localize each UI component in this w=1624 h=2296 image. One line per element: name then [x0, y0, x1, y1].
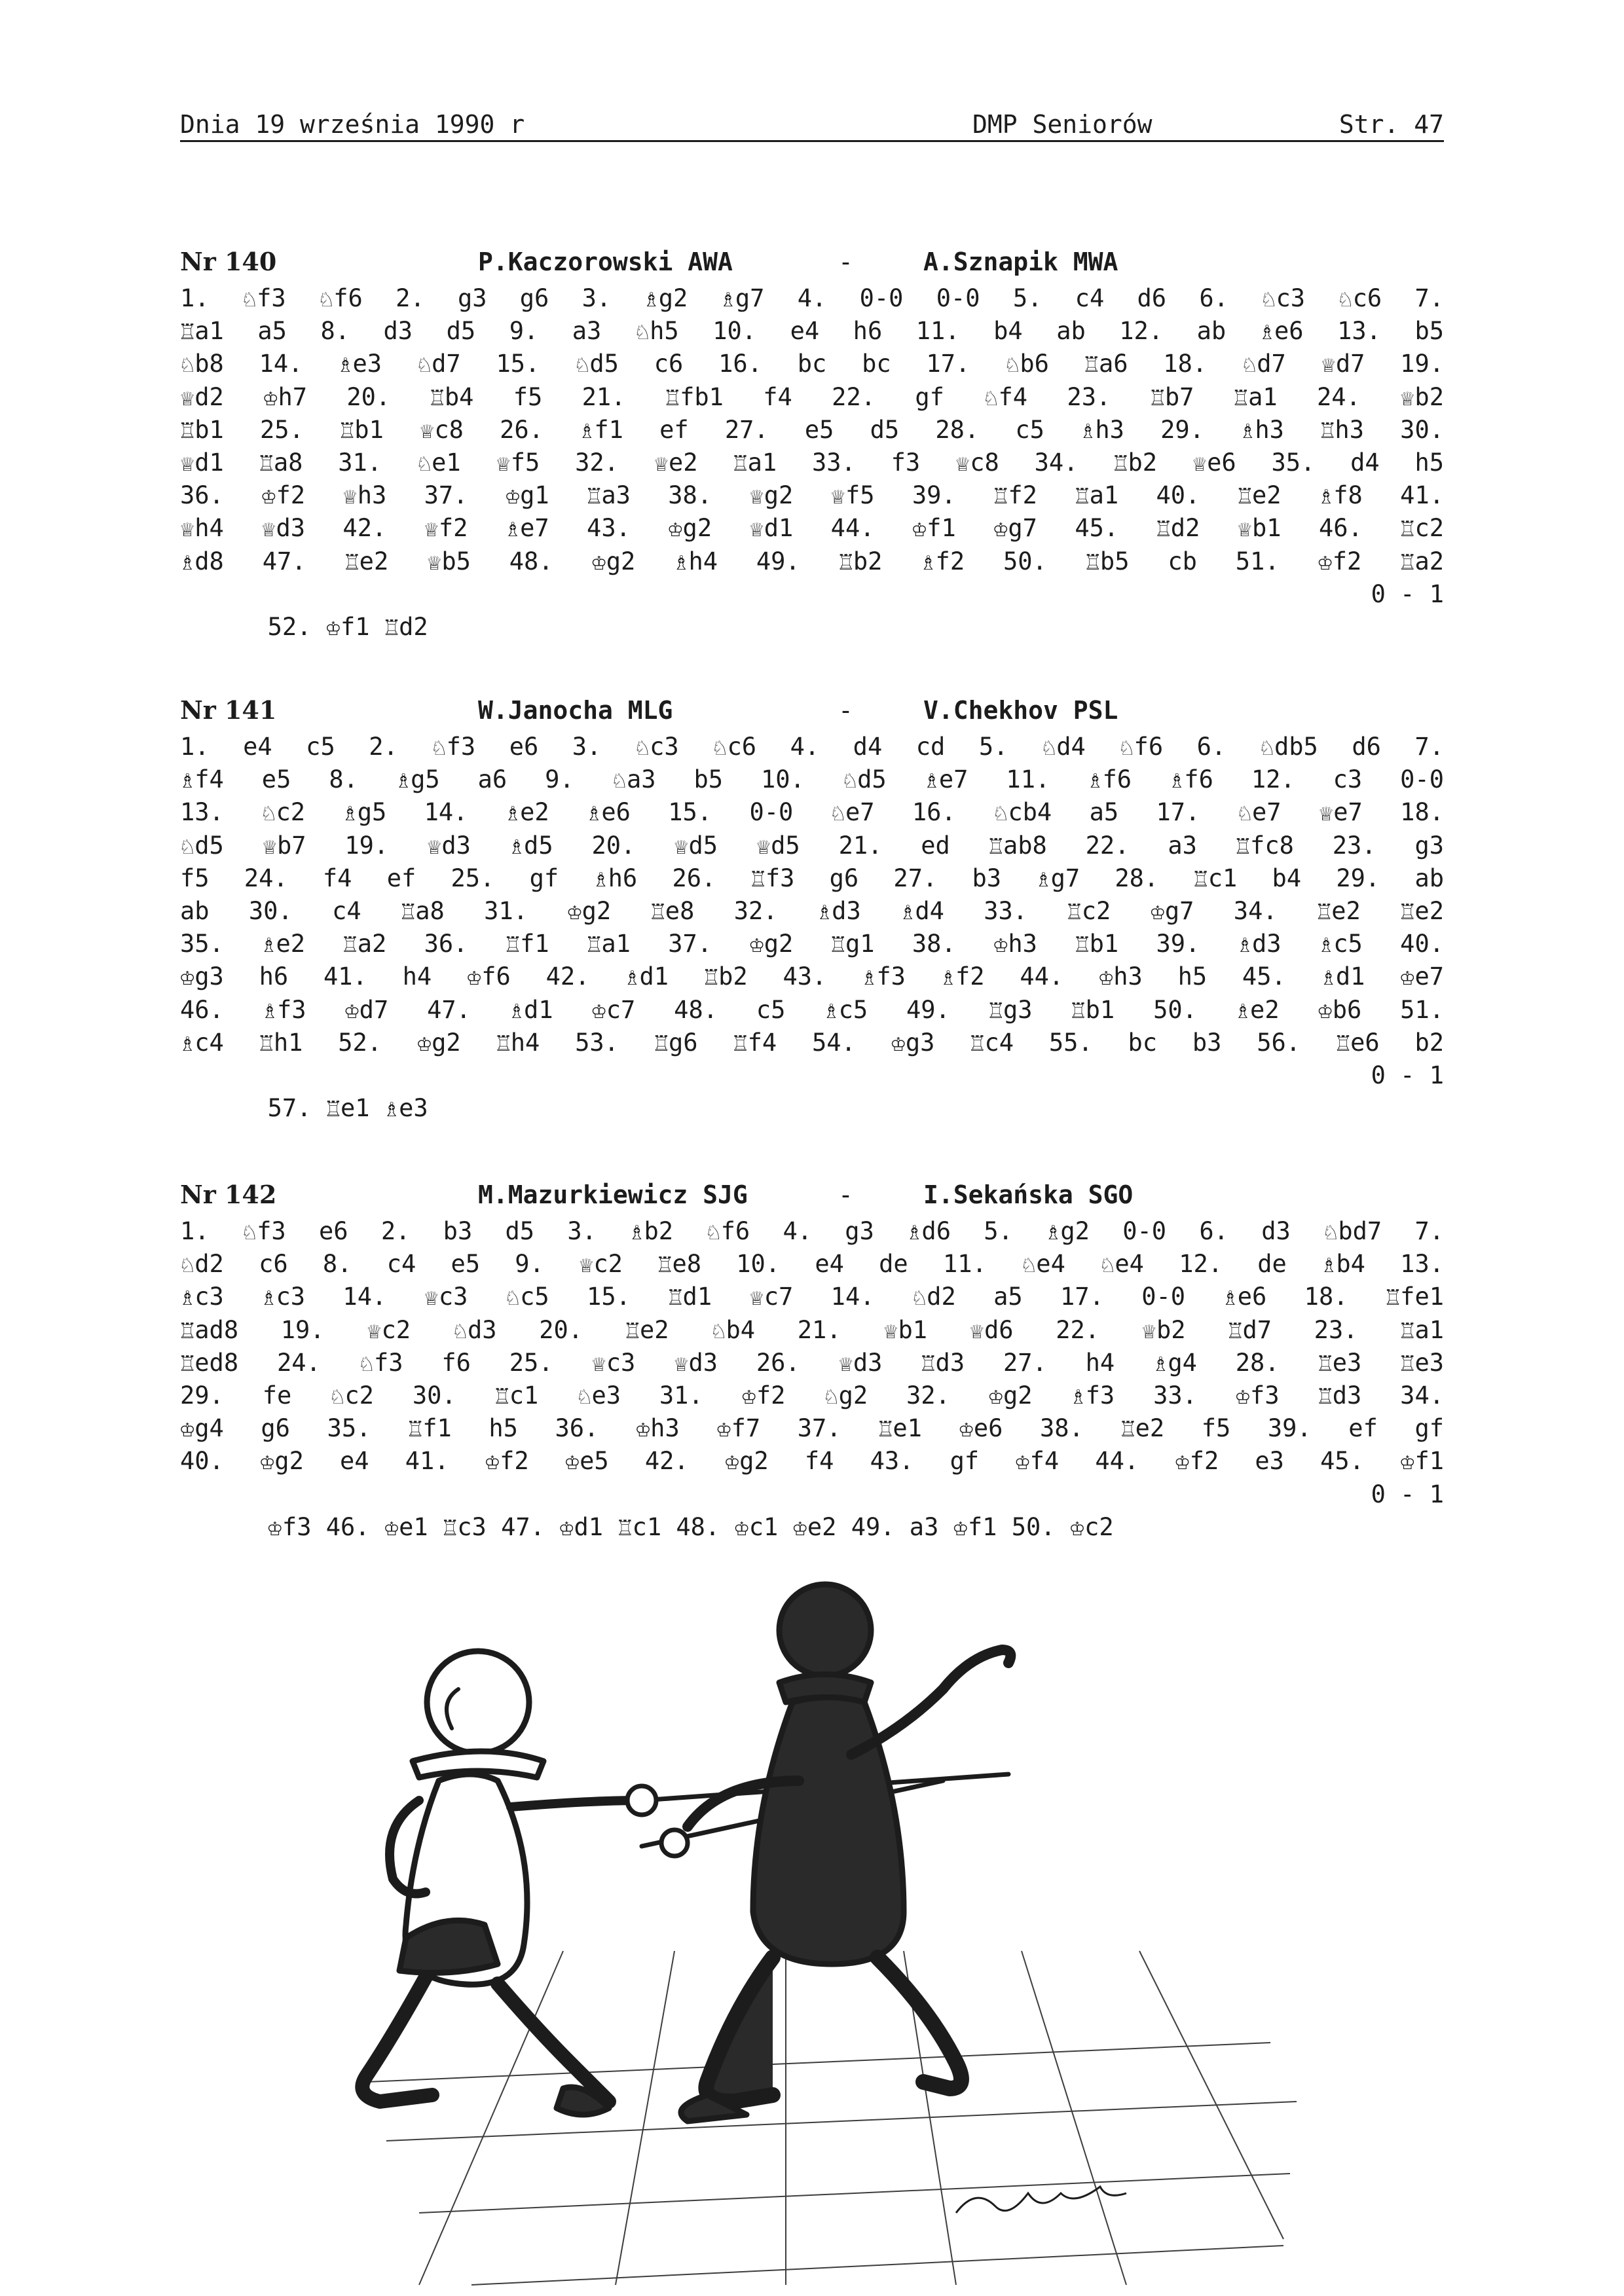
players-separator: - [838, 696, 853, 725]
game-number: Nr 140 [180, 247, 277, 276]
white-pawn-fencer [362, 1651, 642, 2115]
move-list [180, 282, 1444, 641]
move-line: ♗d8 47. ♖e2 ♕b5 48. ♔g2 ♗h4 49. ♖b2 ♗f2 50. ♖b5 cb 51. ♔f2 ♖a2 [180, 547, 1444, 575]
move-line: 40. ♔g2 e4 41. ♔f2 ♔e5 42. ♔g2 f4 43. gf ♔f4 44. ♔f2 e3 45. ♔f1 [180, 1447, 1444, 1476]
move-line: ♔g4 g6 35. ♖f1 h5 36. ♔h3 ♔f7 37. ♖e1 ♔e6 38. ♖e2 f5 39. ef gf [180, 1414, 1444, 1443]
move-line: ♗f4 e5 8. ♗g5 a6 9. ♘a3 b5 10. ♘d5 ♗e7 11. ♗f6 ♗f6 12. c3 0-0 [180, 765, 1444, 794]
game-result: 0 - 1 [1371, 1061, 1444, 1089]
move-line: ab 30. c4 ♖a8 31. ♔g2 ♖e8 32. ♗d3 ♗d4 33. ♖c2 ♔g7 34. ♖e2 ♖e2 [180, 896, 1444, 925]
page-header [180, 110, 1444, 142]
move-line: ♘d2 c6 8. c4 e5 9. ♕c2 ♖e8 10. e4 de 11. ♘e4 ♘e4 12. de ♗b4 13. [180, 1250, 1444, 1279]
move-line: ♘d5 ♕b7 19. ♕d3 ♗d5 20. ♕d5 ♕d5 21. ed ♖ab8 22. a3 ♖fc8 23. g3 [180, 831, 1444, 860]
move-line: 52. ♔f1 ♖d2 [267, 612, 428, 641]
move-line: ♕h4 ♕d3 42. ♕f2 ♗e7 43. ♔g2 ♕d1 44. ♔f1 ♔g7 45. ♖d2 ♕b1 46. ♖c2 [180, 514, 1444, 543]
white-player: P.Kaczorowski AWA [478, 247, 733, 276]
move-line: ♗c4 ♖h1 52. ♔g2 ♖h4 53. ♖g6 ♖f4 54. ♔g3 ♖c4 55. bc b3 56. ♖e6 b2 [180, 1028, 1444, 1057]
move-line: 13. ♘c2 ♗g5 14. ♗e2 ♗e6 15. 0-0 ♘e7 16. ♘cb4 a5 17. ♘e7 ♕e7 18. [180, 798, 1444, 827]
black-player: I.Sekańska SGO [923, 1180, 1134, 1209]
move-line: ♖b1 25. ♖b1 ♕c8 26. ♗f1 ef 27. e5 d5 28. c5 ♗h3 29. ♗h3 ♖h3 30. [180, 415, 1444, 444]
game-142 [180, 1178, 1444, 1541]
game-heading [180, 694, 1444, 731]
move-list [180, 731, 1444, 1123]
players-separator: - [838, 247, 853, 276]
black-player: A.Sznapik MWA [923, 247, 1118, 276]
move-line: ♔g3 h6 41. h4 ♔f6 42. ♗d1 ♖b2 43. ♗f3 ♗f2 44. ♔h3 h5 45. ♗d1 ♔e7 [180, 962, 1444, 991]
move-line: 29. fe ♘c2 30. ♖c1 ♘e3 31. ♔f2 ♘g2 32. ♔g2 ♗f3 33. ♔f3 ♖d3 34. [180, 1381, 1444, 1410]
move-line: 35. ♗e2 ♖a2 36. ♖f1 ♖a1 37. ♔g2 ♖g1 38. ♔h3 ♖b1 39. ♗d3 ♗c5 40. [180, 930, 1444, 958]
move-line-final [180, 1059, 1444, 1123]
move-line: ♗c3 ♗c3 14. ♕c3 ♘c5 15. ♖d1 ♕c7 14. ♘d2 a5 17. 0-0 ♗e6 18. ♖fe1 [180, 1283, 1444, 1311]
game-heading [180, 1178, 1444, 1215]
header-page-number: Str. 47 [1338, 110, 1444, 139]
artist-signature [956, 2187, 1126, 2213]
move-line: ♖a1 a5 8. d3 d5 9. a3 ♘h5 10. e4 h6 11. b4 ab 12. ab ♗e6 13. b5 [180, 317, 1444, 346]
move-line: ♘b8 14. ♗e3 ♘d7 15. ♘d5 c6 16. bc bc 17. ♘b6 ♖a6 18. ♘d7 ♕d7 19. [180, 350, 1444, 378]
white-player: W.Janocha MLG [478, 696, 673, 725]
black-pawn-fencer [681, 1584, 1010, 2121]
move-line: 1. ♘f3 ♘f6 2. g3 g6 3. ♗g2 ♗g7 4. 0-0 0-0 5. c4 d6 6. ♘c3 ♘c6 7. [180, 284, 1444, 312]
fencing-pawns-illustration [367, 1584, 1310, 2291]
move-line-final [180, 578, 1444, 641]
game-heading [180, 246, 1444, 282]
move-line-final [180, 1478, 1444, 1541]
game-result: 0 - 1 [1371, 1480, 1444, 1508]
move-list [180, 1215, 1444, 1541]
white-player: M.Mazurkiewicz SJG [478, 1180, 748, 1209]
move-line: 46. ♗f3 ♔d7 47. ♗d1 ♔c7 48. c5 ♗c5 49. ♖g3 ♖b1 50. ♗e2 ♔b6 51. [180, 995, 1444, 1024]
players-separator: - [838, 1180, 853, 1209]
move-line: ♔f3 46. ♔e1 ♖c3 47. ♔d1 ♖c1 48. ♔c1 ♔e2 49. a3 ♔f1 50. ♔c2 [267, 1512, 1114, 1541]
game-number: Nr 141 [180, 695, 277, 725]
move-line: f5 24. f4 ef 25. gf ♗h6 26. ♖f3 g6 27. b3 ♗g7 28. ♖c1 b4 29. ab [180, 864, 1444, 892]
move-line: 1. ♘f3 e6 2. b3 d5 3. ♗b2 ♘f6 4. g3 ♗d6 5. ♗g2 0-0 6. d3 ♘bd7 7. [180, 1217, 1444, 1245]
header-date: Dnia 19 września 1990 r [180, 110, 525, 139]
game-141 [180, 694, 1444, 1123]
move-line: ♖ad8 19. ♕c2 ♘d3 20. ♖e2 ♘b4 21. ♕b1 ♕d6 22. ♕b2 ♖d7 23. ♖a1 [180, 1315, 1444, 1344]
header-event: DMP Seniorów [972, 110, 1153, 139]
move-line: 36. ♔f2 ♕h3 37. ♔g1 ♖a3 38. ♕g2 ♕f5 39. ♖f2 ♖a1 40. ♖e2 ♗f8 41. [180, 481, 1444, 510]
move-line: 1. e4 c5 2. ♘f3 e6 3. ♘c3 ♘c6 4. d4 cd 5. ♘d4 ♘f6 6. ♘db5 d6 7. [180, 733, 1444, 761]
black-player: V.Chekhov PSL [923, 696, 1118, 725]
game-number: Nr 142 [180, 1180, 277, 1209]
game-result: 0 - 1 [1371, 579, 1444, 608]
move-line: ♕d1 ♖a8 31. ♘e1 ♕f5 32. ♕e2 ♖a1 33. f3 ♕c8 34. ♖b2 ♕e6 35. d4 h5 [180, 448, 1444, 477]
move-line: ♖ed8 24. ♘f3 f6 25. ♕c3 ♕d3 26. ♕d3 ♖d3 27. h4 ♗g4 28. ♖e3 ♖e3 [180, 1348, 1444, 1377]
game-140 [180, 246, 1444, 641]
move-line: ♕d2 ♔h7 20. ♖b4 f5 21. ♖fb1 f4 22. gf ♘f4 23. ♖b7 ♖a1 24. ♕b2 [180, 382, 1444, 411]
move-line: 57. ♖e1 ♗e3 [267, 1094, 428, 1123]
